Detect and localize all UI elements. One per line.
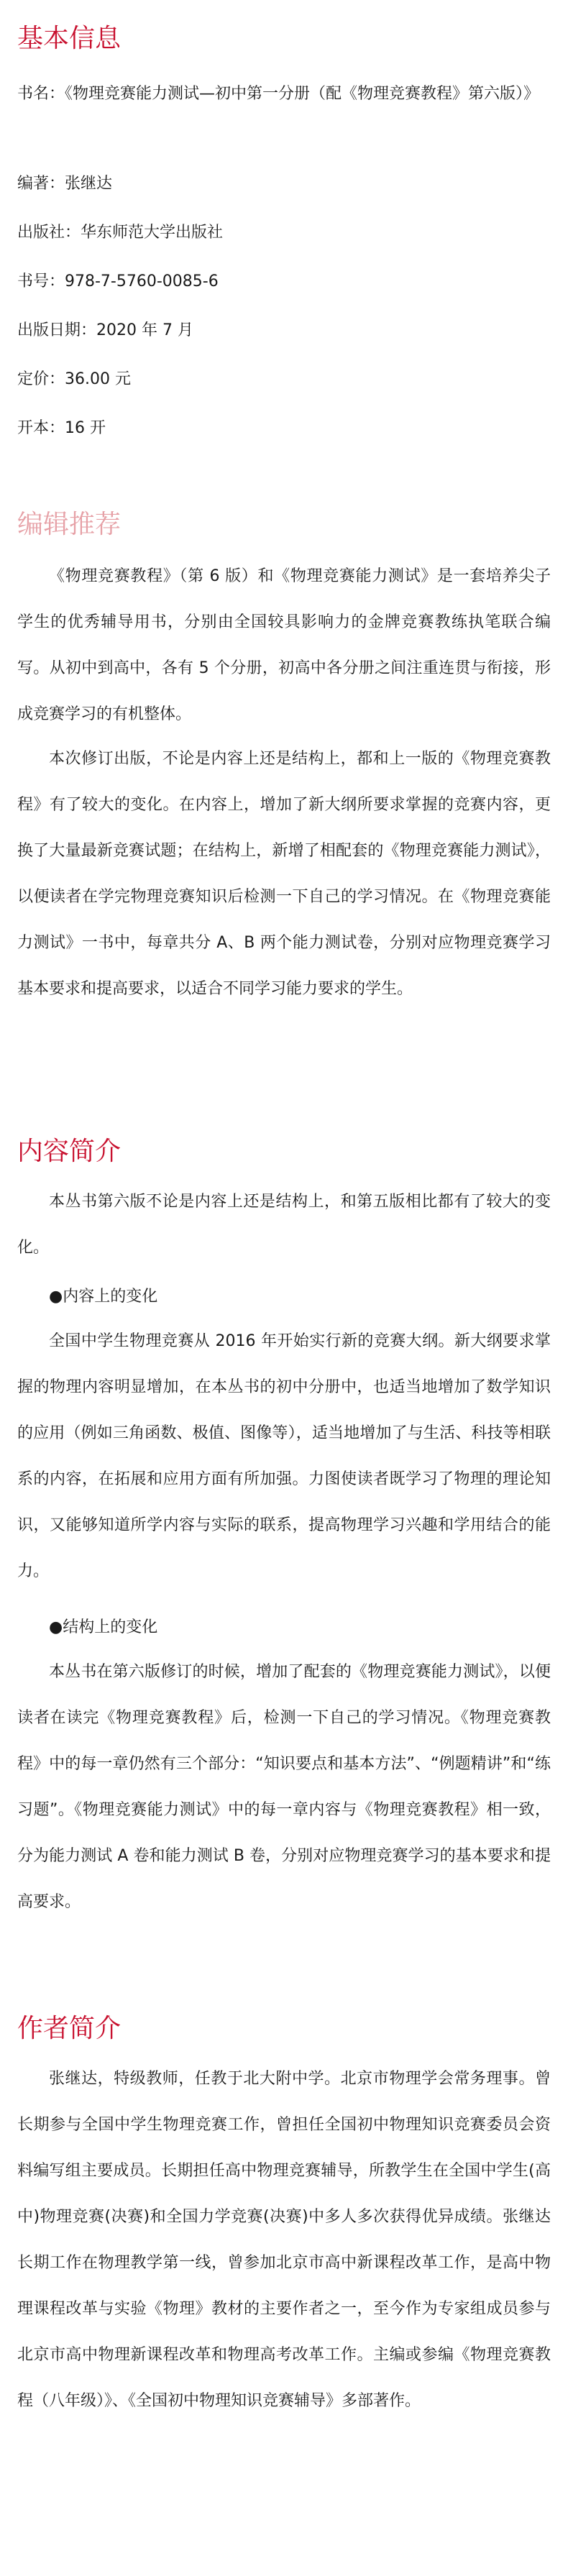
intro-bullet-content: ●内容上的变化 [49,1288,158,1306]
intro-paragraph: 本丛书第六版不论是内容上还是结构上，和第五版相比都有了较大的变化。 [17,1193,551,1257]
recommend-paragraph: 本次修订出版，不论是内容上还是结构上，都和上一版的《物理竞赛教程》有了较大的变化。在内容上，增加了新大纲所要求掌握的竞赛内容，更换了大量最新竞赛试题；在结构上，新增了相配套的《物理竞赛能力测试》，以便读者在学完物理竞赛知识后检测一下自己的学习情况。在《物理竞赛能力测试》一书中，每章共分 A、B 两个能力测试卷，分别对应物理竞赛学习基本要求和提高要求，以适合不同学习能力要求的学生。 [17,750,551,998]
intro-bullet-structure: ●结构上的变化 [49,1618,158,1636]
editor: 编著：张继达 [17,175,113,193]
format: 开本：16 开 [17,419,106,437]
intro-paragraph: 全国中学生物理竞赛从 2016 年开始实行新的竞赛大纲。新大纲要求掌握的物理内容明显增加，在本丛书的初中分册中，也适当地增加了数学知识的应用（例如三角函数、极值、图像等），适当地增加了与生活、科技等相联系的内容，在拓展和应用方面有所加强。力图使读者既学习了物理的理论知识，又能够知道所学内容与实际的联系，提高物理学习兴趣和学用结合的能力。 [17,1332,551,1580]
intro-paragraph: 本丛书在第六版修订的时候，增加了配套的《物理竞赛能力测试》，以便读者在读完《物理竞赛教程》后，检测一下自己的学习情况。《物理竞赛教程》中的每一章仍然有三个部分：“知识要点和基本方法”、“例题精讲”和“练习题”。《物理竞赛能力测试》中的每一章内容与《物理竞赛教程》相一致，分为能力测试 A 卷和能力测试 B 卷，分别对应物理竞赛学习的基本要求和提高要求。 [17,1663,551,1911]
basic-info-title: 基本信息 [17,24,122,53]
price: 定价：36.00 元 [17,370,131,388]
recommend-paragraph: 《物理竞赛教程》（第 6 版）和《物理竞赛能力测试》是一套培养尖子学生的优秀辅导用书，分别由全国较具影响力的金牌竞赛教练执笔联合编写。从初中到高中，各有 5 个分册，初高中各分册之间注重连贯与衔接，形成竞赛学习的有机整体。 [17,567,551,723]
pub-date: 出版日期：2020 年 7 月 [17,321,193,339]
author-title: 作者简介 [17,2014,122,2043]
publisher: 出版社：华东师范大学出版社 [17,224,224,242]
recommend-title: 编辑推荐 [17,510,122,539]
book-name: 书名：《物理竞赛能力测试—初中第一分册（配《物理竞赛教程》第六版）》 [17,85,540,103]
isbn: 书号：978-7-5760-0085-6 [17,272,219,290]
author-paragraph: 张继达，特级教师，任教于北大附中学。北京市物理学会常务理事。曾长期参与全国中学生物理竞赛工作，曾担任全国初中物理知识竞赛委员会资料编写组主要成员。长期担任高中物理竞赛辅导，所教学生在全国中学生(高中)物理竞赛(决赛)和全国力学竞赛(决赛)中多人多次获得优异成绩。张继达长期工作在物理教学第一线，曾参加北京市高中新课程改革工作，是高中物理课程改革与实验《物理》教材的主要作者之一，至今作为专家组成员参与北京市高中物理新课程改革和物理高考改革工作。主编或参编《物理竞赛教程（八年级）》、《全国初中物理知识竞赛辅导》多部著作。 [17,2070,551,2410]
intro-title: 内容简介 [17,1137,122,1166]
